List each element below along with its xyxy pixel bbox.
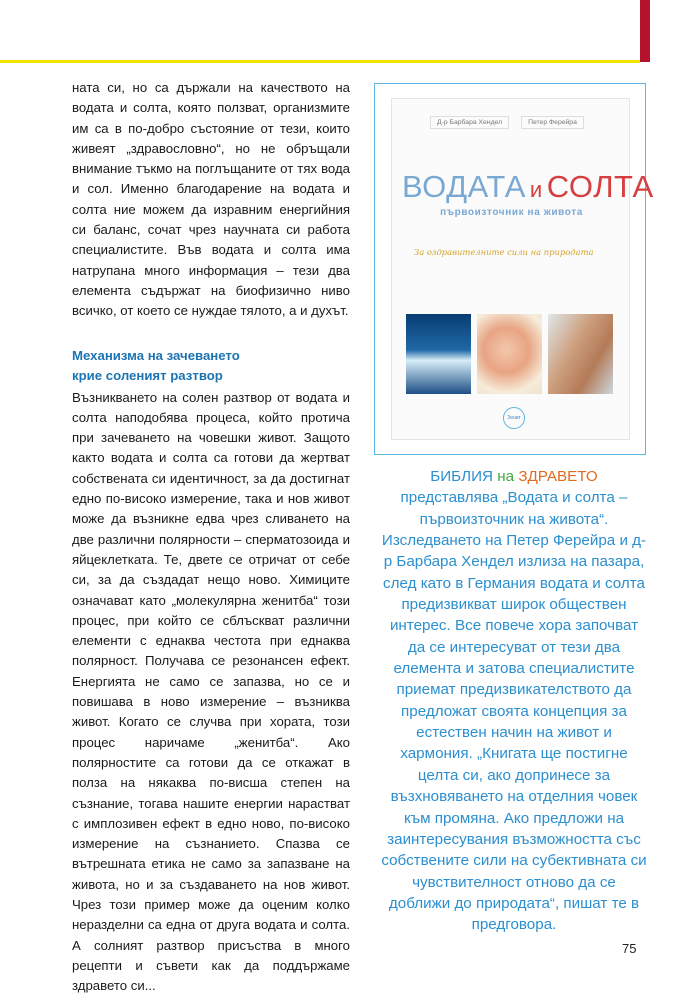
page-number: 75 <box>622 941 637 956</box>
highlight-word: ЗДРАВЕТО <box>518 468 598 485</box>
body-paragraph: Възникването на солен разтвор от водата и солта наподобява процеса, който протича при зачеването на човешки живот. Защото както водата и солта са готови да жертват собствената си идентичност, за да достигнат едно по-високо измерение, така и нов живот може да възникне едва чрез сливането на две различни полярности – сперматозоида и яйцеклетката. Те, двете се отричат от себе си, за да създадат нещо ново. Химиците означават като „молекулярна женитба“ този процес, при който се сблъскват различни елементи с еднаква честота при еднаква полярност. Получава се резонансен ефект. Енергията не само се запазва, но се и повишава в ново измерение – възниква живот. Когато се случва при хората, този процес наричаме „женитба“. Ако полярностите са готови да се откажат в полза на някаква по-висша степен на съзнание, тогава нашите енергии нарастват с имплозивен ефект в едно ново, по-високо измерение на съзнанието. Спазва се вътрешната етика не само за запазване на живота, но и за създаването на нов живот. Чрез този пример може да оценим колко неразделни са една от друга водата и солта. А солният разтвор присъства в много рецепти и съвети как да поддържаме здравето си... <box>72 389 350 994</box>
salt-crystal-photo <box>477 314 542 394</box>
sea-wave-photo <box>406 314 471 394</box>
body-paragraph: ната си, но са държали на качеството на водата и солта, която ползват, организмите им са в по-добро състояние от тези, които живеят „здравословно“, но не обръщали внимание тъкмо на поглъщаните от тях вода и сол. Именно благодарение на водата и солта ние можем да изравним енергийния си баланс, сочат чрез научната си работа специалистите. Във водата и солта има натрупана много информация – тези два елемента съдържат на биофизично ниво всичко, от което се нуждае тялото, а и духът. <box>72 80 350 319</box>
cover-author: Д-р Барбара Хендел <box>430 116 509 129</box>
highlight-word: БИБЛИЯ <box>430 468 493 485</box>
section-subheading <box>72 346 350 386</box>
cover-author: Петер Ферейра <box>521 116 584 129</box>
top-yellow-rule <box>0 60 640 63</box>
cover-authors <box>430 116 584 129</box>
cover-photos <box>406 314 613 394</box>
left-column <box>72 78 350 996</box>
book-title-word: и <box>529 177 543 202</box>
book-title <box>402 169 654 205</box>
book-cover-frame <box>374 83 654 455</box>
subheading-line: Механизма на зачеването <box>72 347 240 363</box>
subheading-line: крие соленият разтвор <box>72 367 223 383</box>
book-cover <box>391 98 654 440</box>
publisher-logo: Зенит <box>503 407 525 429</box>
woman-drinking-photo <box>548 314 613 394</box>
book-title-word: ВОДАТА <box>402 169 526 204</box>
book-subtitle: първоизточник на живота <box>440 207 583 218</box>
caption-paragraph <box>380 466 648 936</box>
book-title-word: СОЛТА <box>546 169 654 204</box>
highlight-word: на <box>497 468 515 485</box>
corner-red-tab <box>640 0 650 62</box>
book-tagline: За оздравителните сили на природата <box>414 247 594 257</box>
caption-text: представлява „Водата и солта – първоизточник на живота“. Изследването на Петер Ферейра и д-р Барбара Хендел излиза на пазара, след като в Германия водата и солта предизвикват широк обществен интерес. Все повече хора започват да се интересуват от тези два елемента и затова специалистите приемат предизвикателството да предложат своята концепция за естествен начин на живот и хармония. „Книгата ще постигне целта си, ако допринесе за възхновяването на отделния човек към промяна. Ако предложи на заинтересувания възможността със собствените сили на субективната си чувствителност отново да се доближи до природата“, пишат те в предговора. <box>381 489 647 934</box>
right-column <box>380 466 648 936</box>
